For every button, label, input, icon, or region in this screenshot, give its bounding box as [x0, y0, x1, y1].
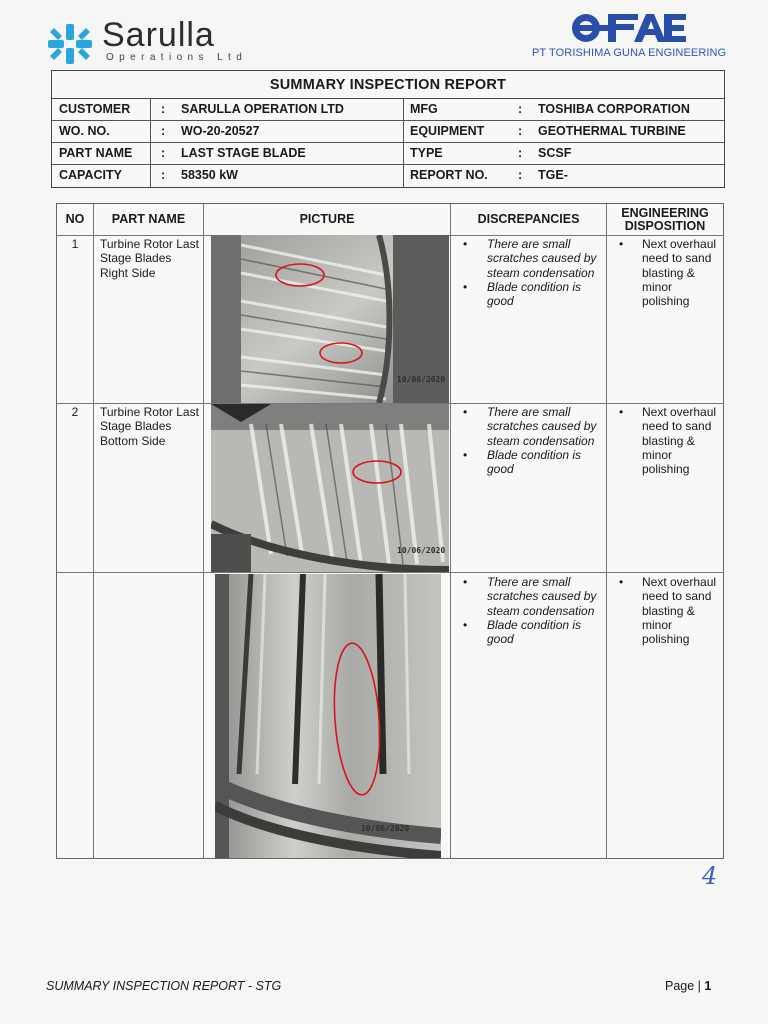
header-engineering-line2: DISPOSITION — [624, 218, 706, 233]
info-value: LAST STAGE BLADE — [181, 146, 306, 160]
info-row-customer — [52, 99, 724, 121]
sarulla-logo — [44, 16, 254, 66]
info-value: TOSHIBA CORPORATION — [538, 102, 690, 116]
info-colon: : — [161, 168, 166, 182]
tge-company-name: PT TORISHIMA GUNA ENGINEERING — [532, 47, 727, 59]
report-title: SUMMARY INSPECTION REPORT — [52, 71, 724, 99]
discrepancy-item: • There are small scratches caused by steam condensation — [457, 575, 602, 618]
info-colon: : — [518, 124, 523, 138]
handwritten-page-mark: 4 — [702, 862, 718, 890]
info-value: 58350 kW — [181, 168, 238, 182]
info-colon: : — [518, 168, 523, 182]
info-value: SCSF — [538, 146, 572, 160]
footer-report-title: SUMMARY INSPECTION REPORT - STG — [46, 979, 282, 993]
discrepancy-item: • Blade condition is good — [457, 280, 602, 309]
info-value: TGE- — [538, 168, 568, 182]
row-disposition — [614, 405, 722, 476]
table-column-line — [450, 204, 451, 858]
sarulla-subtitle: Operations Ltd — [106, 52, 248, 63]
sarulla-snowflake-icon — [44, 22, 96, 66]
tge-logo — [528, 12, 728, 62]
photo-right-side-blades — [211, 235, 449, 403]
info-colon: : — [161, 124, 166, 138]
info-colon: : — [518, 146, 523, 160]
table-row-line — [57, 572, 723, 573]
info-row-capacity — [52, 165, 724, 187]
row-discrepancies — [457, 405, 602, 476]
info-label: REPORT NO. — [410, 168, 488, 182]
footer-page-number — [665, 979, 711, 993]
info-value: GEOTHERMAL TURBINE — [538, 124, 686, 138]
info-label: CUSTOMER — [59, 102, 131, 116]
info-colon: : — [518, 102, 523, 116]
inspection-table — [56, 203, 724, 859]
tge-logo-mark-icon — [568, 12, 688, 44]
disposition-item: • Next overhaul need to sand blasting & minor polishing — [614, 575, 722, 646]
info-colon: : — [161, 146, 166, 160]
info-label: TYPE — [410, 146, 443, 160]
discrepancy-item: • Blade condition is good — [457, 448, 602, 477]
row-number: 1 — [71, 237, 79, 251]
footer-page-value: 1 — [704, 979, 712, 993]
info-row-wo-no — [52, 121, 724, 143]
info-colon: : — [161, 102, 166, 116]
header-discrepancies: DISCREPANCIES — [477, 212, 580, 226]
info-label: EQUIPMENT — [410, 124, 485, 138]
discrepancy-item: • There are small scratches caused by steam condensation — [457, 237, 602, 280]
header-picture: PICTURE — [299, 212, 355, 226]
table-column-line — [93, 204, 94, 858]
row-part-name: Turbine Rotor Last Stage Blades Right Side — [100, 237, 199, 280]
footer-page-label: Page | — [665, 979, 701, 993]
row-discrepancies — [457, 575, 602, 646]
disposition-item: • Next overhaul need to sand blasting & minor polishing — [614, 237, 722, 308]
discrepancy-item: • Blade condition is good — [457, 618, 602, 647]
photo-date-stamp: 10/06/2020 — [397, 546, 446, 555]
row-disposition — [614, 575, 722, 646]
photo-bottom-side-blades — [211, 404, 449, 572]
row-disposition — [614, 237, 722, 308]
disposition-item: • Next overhaul need to sand blasting & minor polishing — [614, 405, 722, 476]
table-column-line — [203, 204, 204, 858]
info-value: WO-20-20527 — [181, 124, 260, 138]
header-no: NO — [65, 212, 85, 226]
table-column-line — [606, 204, 607, 858]
info-value: SARULLA OPERATION LTD — [181, 102, 344, 116]
discrepancy-item: • There are small scratches caused by steam condensation — [457, 405, 602, 448]
header-engineering-disposition — [607, 204, 723, 235]
photo-blade-closeup — [215, 574, 441, 858]
info-label: MFG — [410, 102, 438, 116]
info-label: WO. NO. — [59, 124, 110, 138]
row-number: 2 — [71, 405, 79, 419]
row-discrepancies — [457, 237, 602, 308]
row-part-name: Turbine Rotor Last Stage Blades Bottom Side — [100, 405, 199, 448]
header-part-name: PART NAME — [111, 212, 186, 226]
info-label: PART NAME — [59, 146, 133, 160]
info-row-part-name — [52, 143, 724, 165]
header-engineering-line1: ENGINEERING — [621, 205, 709, 220]
sarulla-name: Sarulla — [102, 16, 215, 54]
report-info-table — [51, 70, 725, 188]
info-label: CAPACITY — [59, 168, 122, 182]
photo-date-stamp: 10/06/2020 — [361, 824, 410, 833]
photo-date-stamp: 10/06/2020 — [397, 375, 446, 384]
